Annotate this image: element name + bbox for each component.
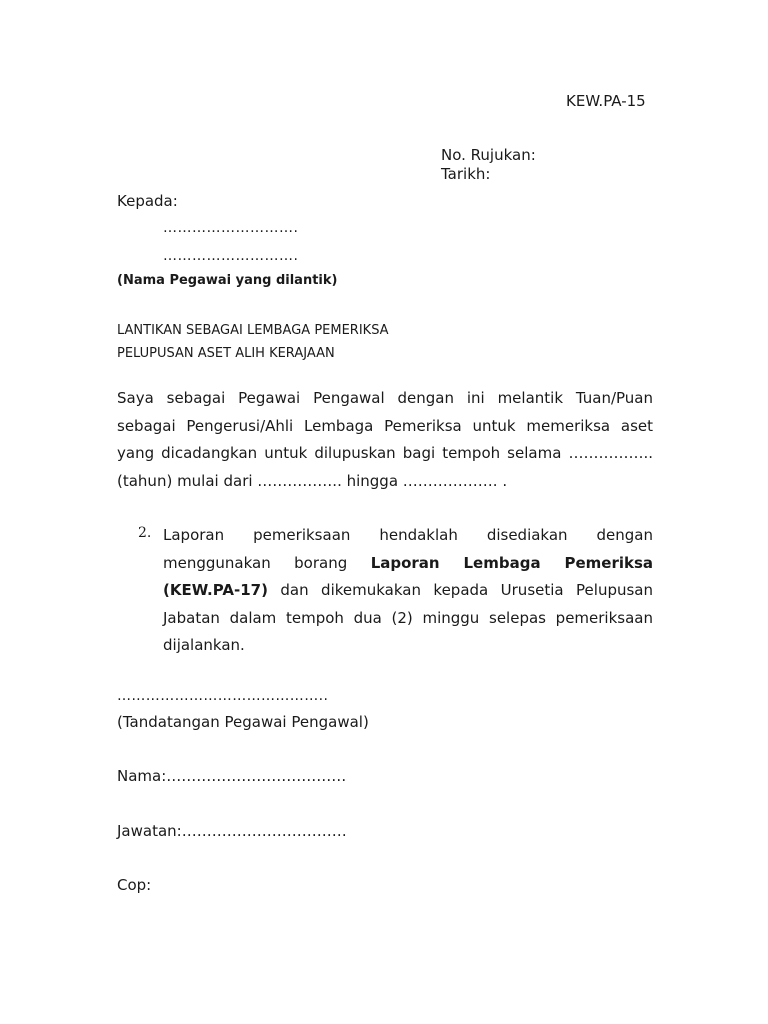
recipient-label: Kepada: [117,192,178,210]
recipient-address-line-1: ………………………. [163,220,299,236]
recipient-address-line-2: ………………………. [163,248,299,264]
form-code: KEW.PA-15 [566,92,646,110]
appointee-caption: (Nama Pegawai yang dilantik) [117,273,338,288]
reference-number-label: No. Rujukan: [441,146,536,164]
report-form-title: Laporan Lembaga Pemeriksa [370,553,654,572]
reference-block [441,146,536,184]
name-field: Nama:……………………………… [117,767,347,785]
position-field: Jawatan:…………………………… [117,822,347,840]
subject-line-1: LANTIKAN SEBAGAI LEMBAGA PEMERIKSA [117,323,389,338]
subject-line-2: PELUPUSAN ASET ALIH KERAJAAN [117,346,335,361]
item-number: 2. [138,525,152,541]
signature-caption: (Tandatangan Pegawai Pengawal) [117,713,369,731]
report-text-3: dan dikemukakan kepada Urusetia Pelupusan Jabatan dalam tempoh dua (2) minggu selepas pemeriksaan dijalankan. [163,581,653,654]
signature-line: …………………………………….. [117,688,329,704]
appointment-paragraph: Saya sebagai Pegawai Pengawal dengan ini melantik Tuan/Puan sebagai Pengerusi/Ahli Lembaga Pemeriksa untuk memeriksa aset yang dicadangkan untuk dilupuskan bagi tempoh selama …………….. (tahun) mulai dari …………….. hingga ………………. . [117,389,653,490]
date-label: Tarikh: [441,165,491,183]
stamp-field: Cop: [117,876,152,894]
report-form-code: (KEW.PA-17) [163,581,268,599]
report-paragraph [163,522,653,660]
subject-heading [117,319,389,365]
report-text-1: Laporan pemeriksaan hendaklah disediakan dengan menggunakan borang [163,526,653,572]
